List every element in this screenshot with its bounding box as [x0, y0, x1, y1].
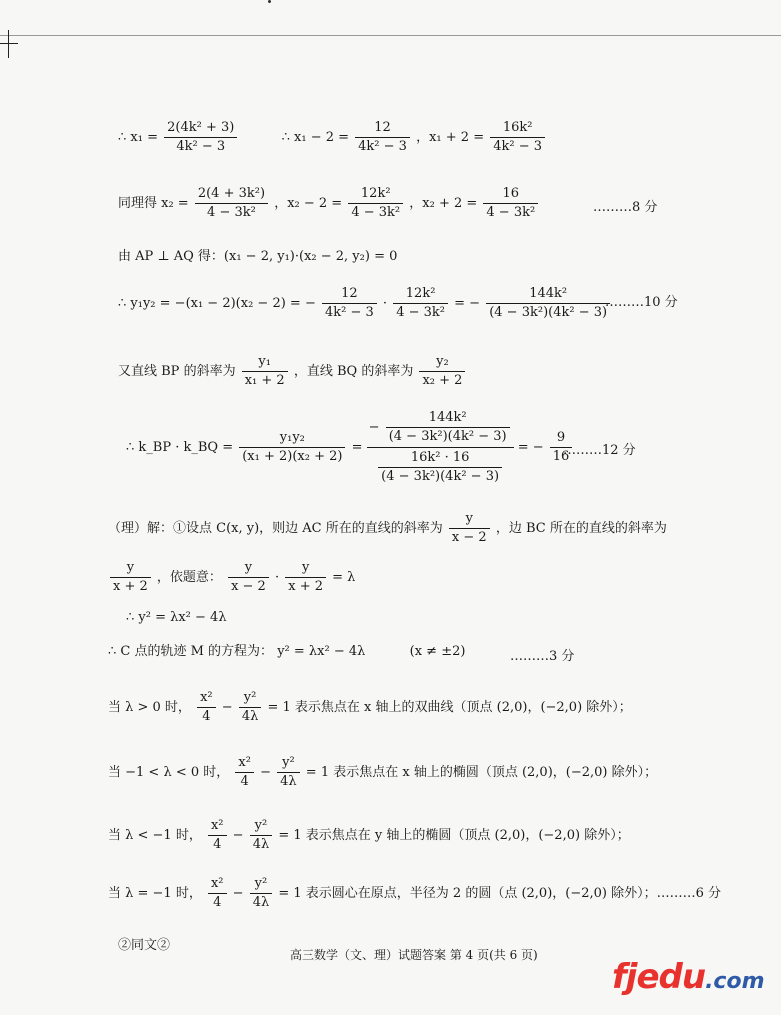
text: = − [517, 440, 544, 455]
solution-line-14: 当 λ = −1 时， $\frac{\text{x²}}{4}$ − $\frac{\text{y²}}{4\lambda}$ = 1 表示圆心在原点，半径为 2 的圆（点 (2,0)，(−2,0) 除外）；………6 分 [108, 876, 722, 910]
solution-line-12: 当 −1 < λ < 0 时， $\frac{\text{x²}}{4}$ − $\frac{\text{y²}}{4\lambda}$ = 1 表示焦点在 x 轴上的椭圆（顶点 (2,0)，(−2,0) 除外）； [108, 755, 658, 789]
solution-line-10 [108, 644, 465, 660]
text: 当 −1 < λ < 0 时， [108, 765, 230, 780]
text: = 1 表示焦点在 x 轴上的椭圆（顶点 (2,0)，(−2,0) 除外）； [305, 765, 658, 780]
crop-mark [8, 30, 9, 58]
compound-fraction: − $\frac{\text{144k²}}{\text{(4 − 3k²)(4k² − 3)}}$ $\frac{\text{16k² · 16}}{\text{(4 − 3k²)(4k² − 3)}}$ [367, 410, 514, 485]
text: = 1 表示圆心在原点，半径为 2 的圆（点 (2,0)，(−2,0) 除外）；………6 分 [278, 886, 722, 901]
solution-line-4 [118, 286, 612, 321]
text: = λ [332, 570, 356, 585]
text: (x ≠ ±2) [409, 644, 466, 659]
score-mark: ………12 分 [563, 443, 636, 458]
fraction: $\frac{y}{x + 2}$ [110, 560, 151, 595]
fraction: $\frac{\text{x²}}{4}$ [208, 876, 227, 911]
text: · [274, 570, 280, 585]
crop-mark-horizontal [0, 43, 18, 44]
solution-line-5 [118, 354, 467, 389]
fraction: $\frac{\text{144k²}}{\text{(4 − 3k²)(4k² − 3)}}$ [486, 286, 610, 321]
solution-line-11: 当 λ > 0 时， $\frac{\text{x²}}{4}$ − $\frac{\text{y²}}{4\lambda}$ = 1 表示焦点在 x 轴上的双曲线（顶点 (2,0)，(−2,0) 除外）； [108, 690, 632, 724]
text: 同理得 x₂ = [118, 196, 189, 211]
fraction: $\frac{\text{12k²}}{\text{4 − 3k²}}$ [348, 186, 403, 221]
text: · [382, 296, 388, 311]
fraction: $\frac{\text{16k²}}{\text{4k² − 3}}$ [490, 120, 545, 155]
score-mark: ………3 分 [510, 649, 575, 664]
text: = [351, 440, 363, 455]
fraction: $\frac{\text{x²}}{4}$ [235, 755, 254, 790]
text: ∴ y₁y₂ = −(x₁ − 2)(x₂ − 2) = − [118, 296, 316, 311]
fraction: $\frac{\text{y₁y₂}}{\text{(x₁ + 2)(x₂ + 2)}}$ [239, 430, 345, 465]
text: 又直线 BP 的斜率为 [118, 364, 236, 379]
fraction: $\frac{12}{\text{4k² − 3}}$ [322, 286, 377, 321]
solution-line-6 [126, 410, 574, 485]
text: ，x₁ + 2 = [416, 130, 485, 145]
solution-line-13: 当 λ < −1 时， $\frac{\text{x²}}{4}$ − $\frac{\text{y²}}{4\lambda}$ = 1 表示焦点在 y 轴上的椭圆（顶点 (2,0)，(−2,0) 除外）； [108, 818, 630, 852]
text: ，依题意： [156, 570, 222, 585]
text: ，直线 BQ 的斜率为 [293, 364, 414, 379]
fraction: $\frac{\text{y²}}{4\lambda}$ [277, 755, 300, 790]
fraction: $\frac{\text{144k²}}{\text{(4 − 3k²)(4k² − 3)}}$ [386, 410, 510, 445]
page-footer: 高三数学（文、理）试题答案 第 4 页(共 6 页) [290, 948, 538, 962]
solution-line-9: ∴ y² = λx² − 4λ [126, 610, 227, 625]
fraction: $\frac{\text{y₂}}{\text{x₂ + 2}}$ [419, 354, 465, 389]
text: 当 λ = −1 时， [108, 886, 202, 901]
fraction: $\frac{y}{x - 2}$ [228, 560, 269, 595]
page-edge-line [0, 35, 781, 36]
text: ，边 BC 所在的直线的斜率为 [495, 521, 667, 536]
text: = − [454, 296, 481, 311]
fraction: $\frac{\text{12k²}}{\text{4 − 3k²}}$ [393, 286, 448, 321]
solution-line-7 [108, 511, 667, 546]
solution-line-15: ②同文② [118, 938, 171, 953]
score-mark: ………8 分 [593, 200, 658, 215]
text: ，x₂ − 2 = [274, 196, 343, 211]
solution-line-1 [118, 120, 547, 155]
text: 当 λ < −1 时， [108, 828, 202, 843]
fraction: $\frac{y}{x - 2}$ [449, 511, 490, 546]
fraction: $\frac{\text{2(4k² + 3)}}{\text{4k² − 3}}$ [164, 120, 237, 155]
solution-line-3: 由 AP ⊥ AQ 得：(x₁ − 2, y₁)·(x₂ − 2, y₂) = 0 [118, 249, 398, 264]
text: （理）解：①设点 C(x, y)，则边 AC 所在的直线的斜率为 [108, 521, 443, 536]
fraction: $\frac{\text{y²}}{4\lambda}$ [250, 818, 273, 853]
text: ∴ x₁ = [118, 130, 158, 145]
fraction: $\frac{\text{y₁}}{\text{x₁ + 2}}$ [242, 354, 288, 389]
fraction: $\frac{\text{x²}}{4}$ [208, 818, 227, 853]
solution-line-2 [118, 186, 540, 221]
fraction: $\frac{\text{2(4 + 3k²)}}{\text{4 − 3k²}}$ [195, 186, 268, 221]
site-logo: fjedu.com [612, 957, 765, 997]
solution-line-8 [108, 560, 355, 595]
fraction: $\frac{16}{\text{4 − 3k²}}$ [483, 186, 538, 221]
scan-dot [268, 0, 271, 3]
fraction: $\frac{9}{16}$ [550, 430, 573, 465]
text: ∴ x₁ − 2 = [281, 130, 350, 145]
fraction: $\frac{\text{x²}}{4}$ [197, 690, 216, 725]
fraction: $\frac{\text{y²}}{4\lambda}$ [239, 690, 262, 725]
text: ∴ k_BP · k_BQ = [126, 440, 234, 455]
fraction: $\frac{12}{\text{4k² − 3}}$ [355, 120, 410, 155]
text: 当 λ > 0 时， [108, 700, 191, 715]
fraction: $\frac{y}{x + 2}$ [285, 560, 326, 595]
fraction: $\frac{\text{16k² · 16}}{\text{(4 − 3k²)(4k² − 3)}}$ [378, 450, 502, 485]
text: ∴ C 点的轨迹 M 的方程为： y² = λx² − 4λ [108, 644, 366, 659]
text: = 1 表示焦点在 x 轴上的双曲线（顶点 (2,0)，(−2,0) 除外）； [267, 700, 632, 715]
text: = 1 表示焦点在 y 轴上的椭圆（顶点 (2,0)，(−2,0) 除外）； [278, 828, 630, 843]
text: ，x₂ + 2 = [409, 196, 478, 211]
score-mark: ………10 分 [605, 295, 678, 310]
fraction: $\frac{\text{y²}}{4\lambda}$ [250, 876, 273, 911]
